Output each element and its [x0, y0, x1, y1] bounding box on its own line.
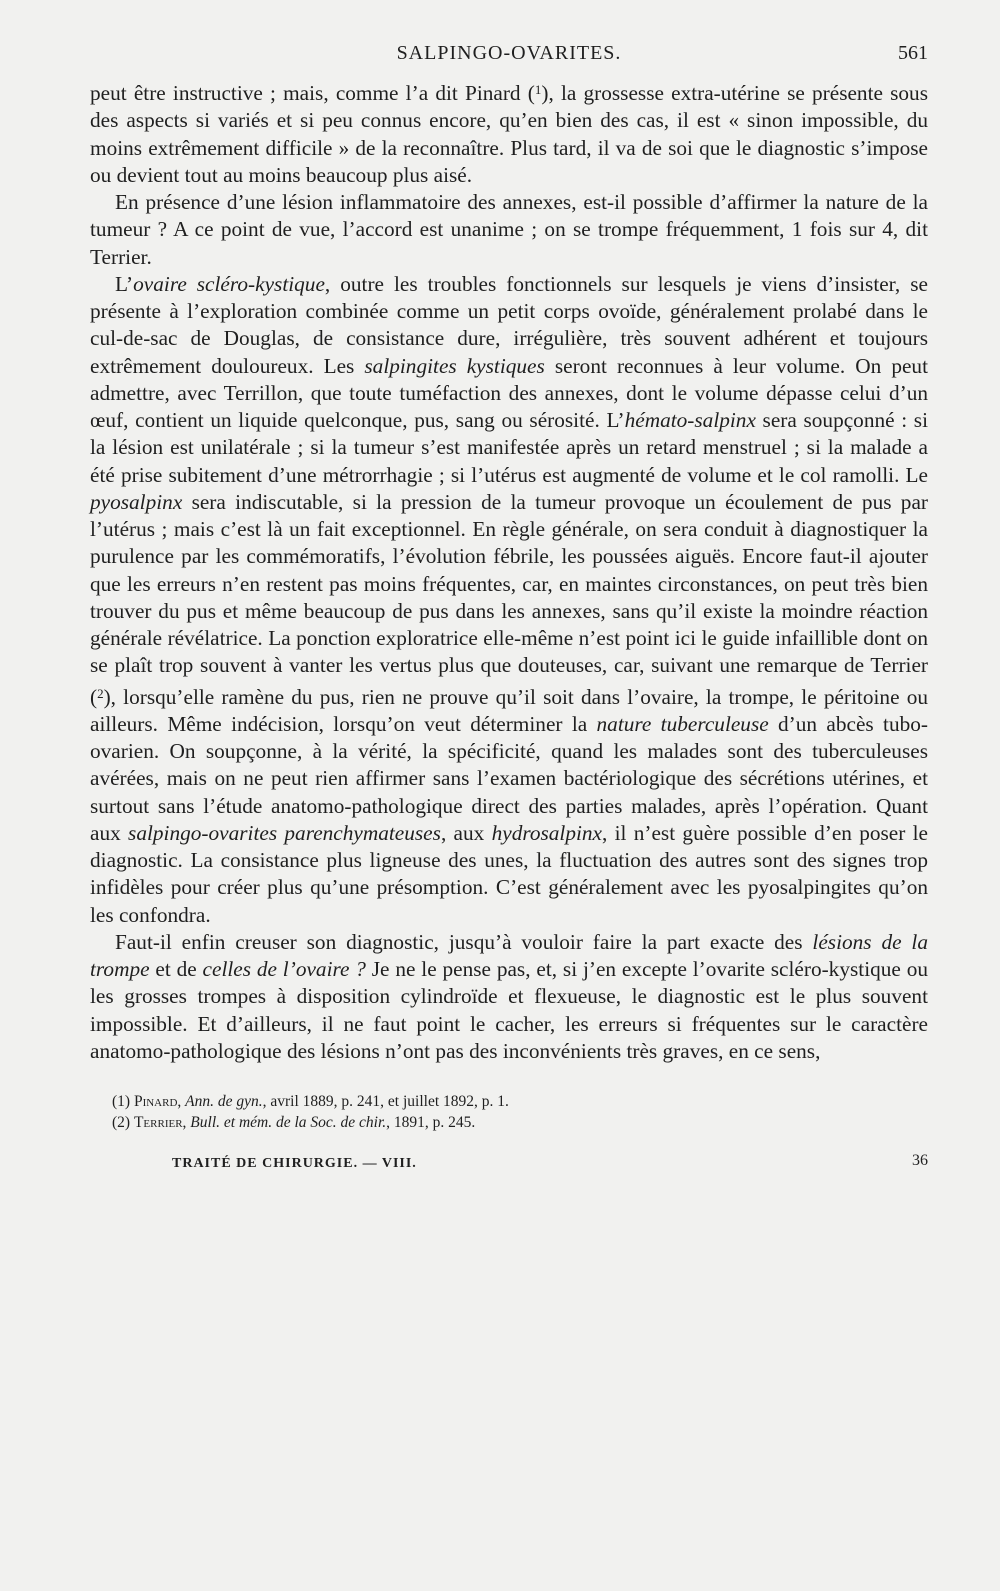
- signature-title: TRAITÉ DE CHIRURGIE. — VIII.: [172, 1156, 417, 1171]
- footnotes: [90, 1091, 928, 1133]
- italic-term: pyosalpinx: [90, 489, 183, 514]
- footnote-author: Pinard: [133, 1093, 178, 1110]
- footnote-author: Terrier: [133, 1114, 183, 1131]
- italic-term: ovaire scléro-kystique: [133, 271, 325, 296]
- footnote-ref: 2: [97, 685, 104, 701]
- text-run: , outre les troubles fonctionnels sur lesquels je viens d’insister, se présente à l’exploration combinée comme un petit corps ovoïde, généralement prolabé dans le cul-de-sac de Douglas, de consistance dure, irrégulière, très souvent adhérent et toujours extrêmement douloureux. Les: [90, 271, 928, 378]
- footnote-separator: ,: [182, 1114, 191, 1131]
- text-run: sera indiscutable, si la pression de la tumeur provoque un écoulement de pus par l’utérus ; mais c’est là un fait exceptionnel. En règle générale, on sera conduit à diagnostiquer la purulence par les commémoratifs, l’évolution fébrile, les poussées aiguës. Encore faut-il ajouter que les erreurs n’en restent pas moins fréquentes, car, en maintes circonstances, on peut très bien trouver du pus et même beaucoup de pus dans les annexes, sans qu’il existe la moindre réaction générale révélatrice. La ponction exploratrice elle-même n’est point ici le guide infaillible dont on se plaît trop souvent à vanter les vertus plus que douteuses, car, suivant une remarque de Terrier (: [90, 489, 928, 709]
- text-run: d’un abcès tubo-ovarien. On soupçonne, à la vérité, la spécificité, quand les malades sont des tuberculeuses avérées, mais on ne peut rien affirmer sans l’examen bactériologique des sécrétions utérines, et surtout sans l’étude anatomo-pathologique direct des parties malades, après l’opération. Quant aux: [90, 711, 928, 845]
- italic-term: salpingites kystiques: [364, 353, 545, 378]
- footnote-ref: 1: [534, 82, 542, 97]
- body-text: [90, 76, 928, 1065]
- text-run: sera soupçonné : si la lésion est unilatérale ; si la tumeur s’est manifestée après un retard menstruel ; si la malade a été prise subitement d’une métrorrhagie ; si l’utérus est augmenté de volume et le col ramolli. Le: [90, 408, 928, 487]
- text-run: peut être instructive ; mais, comme l’a dit Pinard (: [90, 81, 535, 105]
- text-run: et de: [149, 957, 203, 981]
- signature-line: [90, 1152, 928, 1180]
- text-run: , aux: [440, 820, 492, 845]
- page-number: 561: [898, 42, 928, 64]
- book-page: [90, 36, 928, 1180]
- italic-term: celles de l’ovaire ?: [202, 957, 366, 981]
- footnote-source: Bull. et mém. de la Soc. de chir.: [190, 1114, 387, 1131]
- text-run: L’: [115, 271, 134, 296]
- footnote-2: [112, 1112, 928, 1133]
- footnote-source: Ann. de gyn.: [185, 1093, 263, 1110]
- running-title: SALPINGO-OVARITES.: [396, 42, 622, 64]
- text-run: seront reconnues à leur volume. On peut admettre, avec Terrillon, que toute tuméfaction des annexes, dont le volume dépasse celui d’un œuf, contient un liquide quelconque, pus, sang ou sérosité. L’: [90, 353, 928, 432]
- signature-number: 36: [912, 1152, 928, 1169]
- text-run: Je ne le pense pas, et, si j’en excepte l’ovarite scléro-kystique ou les grosses trompes à disposition cylindroïde et flexueuse, le diagnostic est le plus souvent impossible. Et d’ailleurs, il ne faut point le cacher, les erreurs si fréquentes sur le caractère anatomo-pathologique des lésions n’ont pas des inconvénients très graves, en ce sens,: [90, 957, 928, 1063]
- text-run: ), lorsqu’elle ramène du pus, rien ne prouve qu’il soit dans l’ovaire, la trompe, le péritoine ou ailleurs. Même indécision, lorsqu’on veut déterminer la: [90, 684, 928, 736]
- running-head: [90, 36, 928, 76]
- paragraph-4: [90, 929, 928, 1065]
- italic-term: nature tuberculeuse: [596, 711, 769, 736]
- paragraph-3: [90, 271, 928, 929]
- italic-term: lésions de la trompe: [90, 929, 928, 981]
- footnote-marker: (1): [112, 1093, 131, 1110]
- italic-term: salpingo-ovarites parenchymateuses: [128, 820, 441, 845]
- paragraph-2: En présence d’une lésion inflammatoire des annexes, est-il possible d’affirmer la nature de la tumeur ? A ce point de vue, l’accord est unanime ; on se trompe fréquemment, 1 fois sur 4, dit Terrier.: [90, 190, 928, 269]
- footnote-text: , 1891, p. 245.: [386, 1114, 476, 1131]
- text-run: ), la grossesse extra-utérine se présente sous des aspects si variés et si peu connus encore, qu’en bien des cas, il est « sinon impossible, du moins extrêmement difficile » de la reconnaître. Plus tard, il va de soi que le diagnostic s’impose ou devient tout au moins beaucoup plus aisé.: [90, 81, 928, 187]
- footnote-marker: (2): [112, 1114, 131, 1131]
- footnote-text: , avril 1889, p. 241, et juillet 1892, p. 1.: [262, 1093, 509, 1110]
- text-run: , il n’est guère possible d’en poser le diagnostic. La consistance plus ligneuse des unes, la fluctuation des autres sont des signes trop infidèles pour créer plus qu’une présomption. C’est généralement avec les pyosalpingites qu’on les confondra.: [90, 820, 929, 927]
- italic-term: hémato-salpinx: [624, 408, 756, 432]
- footnote-separator: ,: [177, 1093, 186, 1110]
- italic-term: hydrosalpinx: [491, 820, 603, 845]
- footnote-1: [112, 1091, 928, 1112]
- paragraph-1: [90, 76, 928, 189]
- text-run: Faut-il enfin creuser son diagnostic, jusqu’à vouloir faire la part exacte des: [115, 929, 813, 954]
